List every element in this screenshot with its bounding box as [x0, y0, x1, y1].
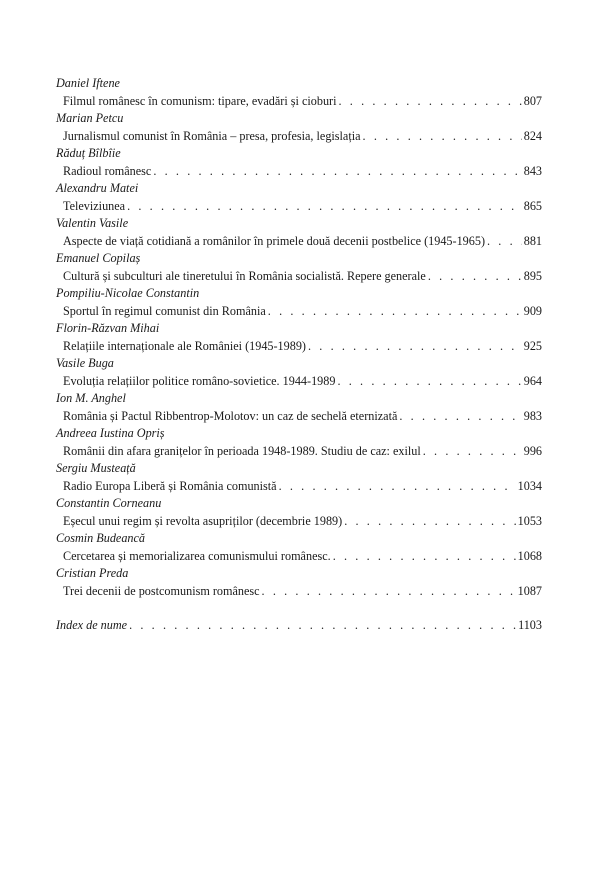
toc-entry — [56, 565, 542, 600]
toc-entry — [56, 250, 542, 285]
entry-author: Constantin Corneanu — [56, 496, 162, 510]
entry-author: Cristian Preda — [56, 566, 129, 580]
entry-title: Sportul în regimul comunist din România — [63, 303, 266, 318]
entry-page: 1087 — [517, 583, 542, 598]
dot-leader — [428, 268, 522, 286]
entry-author: Cosmin Budeancă — [56, 531, 146, 545]
entry-title: Relațiile internaționale ale României (1945-1989) — [63, 338, 306, 353]
entry-title: România și Pactul Ribbentrop-Molotov: un caz de sechelă eternizată — [63, 408, 398, 423]
entry-author: Florin-Răzvan Mihai — [56, 321, 160, 335]
dot-leader — [333, 548, 516, 566]
toc-entry — [56, 425, 542, 460]
entry-page: 1034 — [517, 478, 542, 493]
dot-leader — [344, 513, 515, 531]
entry-line — [56, 408, 542, 426]
toc-entry — [56, 390, 542, 425]
entry-title: Aspecte de viață cotidiană a românilor în primele două decenii postbelice (1945-1965) — [63, 233, 486, 248]
entry-title: Trei decenii de postcomunism românesc — [63, 583, 260, 598]
dot-leader — [338, 93, 521, 111]
entry-title: Radioul românesc — [63, 163, 152, 178]
toc-entry — [56, 215, 542, 250]
dot-leader — [308, 338, 522, 356]
index-title: Index de nume — [56, 618, 128, 632]
entry-line — [56, 93, 542, 111]
entry-line — [56, 373, 542, 391]
toc-entry — [56, 460, 542, 495]
entry-title: Radio Europa Liberă și România comunistă — [63, 478, 277, 493]
entry-author: Pompiliu-Nicolae Constantin — [56, 286, 200, 300]
toc-entry — [56, 320, 542, 355]
dot-leader — [127, 198, 522, 216]
dot-leader — [487, 233, 522, 251]
dot-leader — [153, 163, 521, 181]
dot-leader — [423, 443, 522, 461]
entry-page: 983 — [523, 408, 542, 423]
entry-author: Daniel Iftene — [56, 76, 120, 90]
entry-page: 843 — [523, 163, 542, 178]
entry-author: Andreea Iustina Opriș — [56, 426, 165, 440]
dot-leader — [268, 303, 522, 321]
entry-page: 996 — [523, 443, 542, 458]
entry-line — [56, 303, 542, 321]
index-entry — [56, 617, 542, 635]
toc-entry — [56, 110, 542, 145]
entry-author: Emanuel Copilaș — [56, 251, 141, 265]
entry-line — [56, 233, 542, 251]
entry-title: Cultură și subculturi ale tineretului în România socialistă. Repere generale — [63, 268, 426, 283]
dot-leader — [363, 128, 522, 146]
toc-entry — [56, 145, 542, 180]
toc-entry — [56, 530, 542, 565]
entry-title: Românii din afara granițelor în perioada 1948-1989. Studiu de caz: exilul — [63, 443, 421, 458]
entry-author: Alexandru Matei — [56, 181, 139, 195]
entry-title: Filmul românesc în comunism: tipare, evadări și cioburi — [63, 93, 337, 108]
entry-author: Sergiu Musteață — [56, 461, 136, 475]
entry-line — [56, 443, 542, 461]
entry-page: 1068 — [517, 548, 542, 563]
entry-line — [56, 128, 542, 146]
entry-line — [56, 583, 542, 601]
index-page: 1103 — [518, 618, 542, 632]
dot-leader — [279, 478, 516, 496]
entry-page: 807 — [523, 93, 542, 108]
entry-author: Marian Petcu — [56, 111, 124, 125]
toc-entry — [56, 355, 542, 390]
entry-title: Eșecul unui regim și revolta asupriților (decembrie 1989) — [63, 513, 343, 528]
entry-title: Evoluția relațiilor politice româno-sovietice. 1944-1989 — [63, 373, 336, 388]
entry-title: Televiziunea — [63, 198, 126, 213]
dot-leader — [399, 408, 521, 426]
entry-line — [56, 548, 542, 566]
entry-page: 824 — [523, 128, 542, 143]
entry-author: Vasile Buga — [56, 356, 114, 370]
dot-leader — [262, 583, 516, 601]
dot-leader — [337, 373, 521, 391]
entry-line — [56, 513, 542, 531]
entry-line — [56, 198, 542, 216]
entry-line — [56, 338, 542, 356]
toc-entry — [56, 180, 542, 215]
entry-page: 895 — [523, 268, 542, 283]
entry-author: Valentin Vasile — [56, 216, 129, 230]
entry-line — [56, 268, 542, 286]
toc-entry — [56, 495, 542, 530]
table-of-contents — [56, 75, 542, 635]
entry-page: 1053 — [517, 513, 542, 528]
entry-page: 964 — [523, 373, 542, 388]
entry-page: 865 — [523, 198, 542, 213]
entry-page: 881 — [523, 233, 542, 248]
dot-leader — [129, 617, 516, 635]
entry-page: 925 — [523, 338, 542, 353]
entry-line — [56, 478, 542, 496]
toc-entry — [56, 285, 542, 320]
entry-line — [56, 163, 542, 181]
entry-page: 909 — [523, 303, 542, 318]
entry-title: Cercetarea și memorializarea comunismului românesc. — [63, 548, 331, 563]
entry-title: Jurnalismul comunist în România – presa, profesia, legislația — [63, 128, 361, 143]
entry-author: Ion M. Anghel — [56, 391, 126, 405]
toc-entry — [56, 75, 542, 110]
entry-author: Răduț Bîlbîie — [56, 146, 121, 160]
